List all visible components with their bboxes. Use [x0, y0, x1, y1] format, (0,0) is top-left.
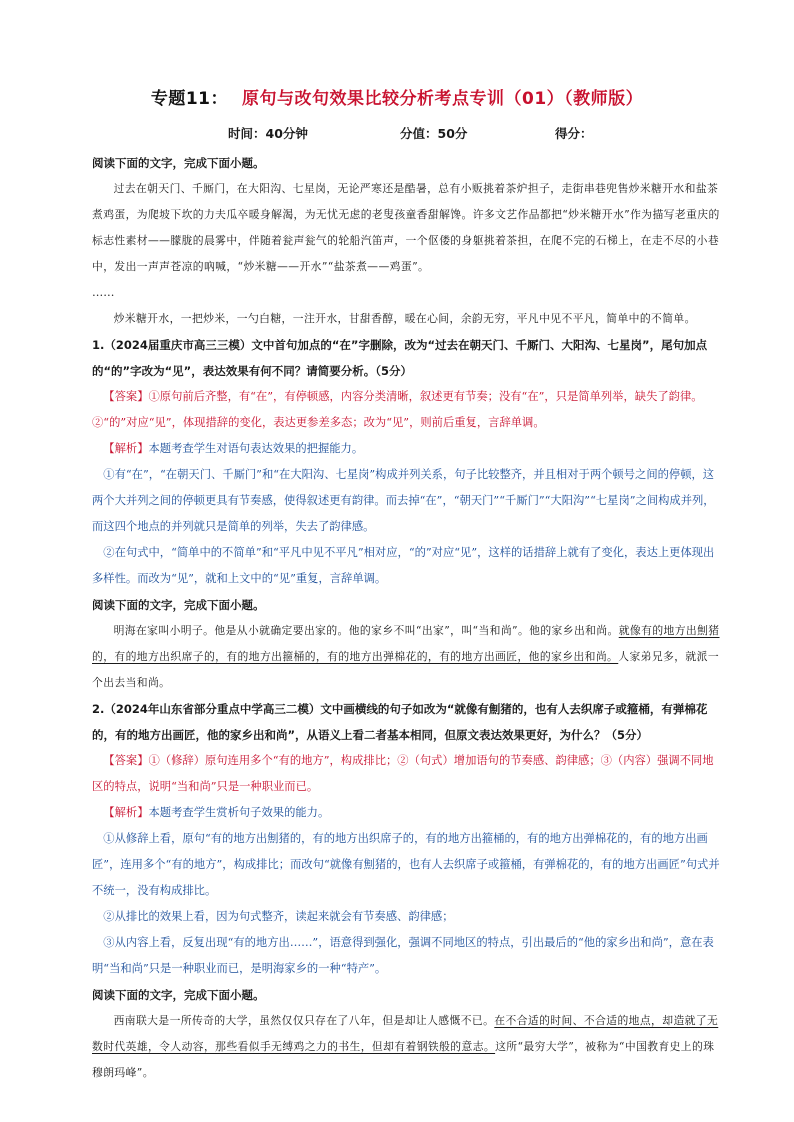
section2-passage: [92, 618, 724, 696]
time-limit: 时间：40分钟: [228, 126, 308, 141]
passage-pre: 明海在家叫小明子。他是从小就确定要出家的。他的家乡不叫“出家”，叫“当和尚”。他的家乡出和尚。: [113, 624, 619, 637]
answer-1: [92, 384, 724, 436]
analysis-1-point-2: ②在句式中，“简单中的不简单”和“平凡中见不平凡”相对应，“的”对应“见”，这样的话措辞上就有了变化，表达上更体现出多样性。而改为“见”，就和上文中的“见”重复，言辞单调。: [92, 546, 715, 585]
analysis-lead-text: 本题考查学生赏析句子效果的能力。: [148, 806, 330, 819]
section1-instruction: 阅读下面的文字，完成下面小题。: [92, 156, 265, 170]
analysis-2-point-2: ②从排比的效果上看，因为句式整齐，读起来就会有节奏感、韵律感；: [103, 910, 454, 923]
passage-pre: 西南联大是一所传奇的大学，虽然仅仅只存在了八年，但是却让人感慨不已。: [113, 1014, 495, 1027]
section3-passage: [92, 1008, 724, 1086]
analysis-1-point-1: ①有“在”，“在朝天门、千厮门”和“在大阳沟、七星岗”构成并列关系，句子比较整齐，并且相对于两个顿号之间的停顿，这两个大并列之间的停顿更具有节奏感，使得叙述更有韵律。而去掉“在”，“朝天门”“千厮门”“大阳沟”“七星岗”之间构成并列，而这四个地点的并列就只是简单的列举，失去了韵律感。: [92, 468, 715, 533]
analysis-1-lead: [92, 436, 724, 462]
score-obtained: 得分：: [555, 126, 593, 141]
passage-post: 人家弟兄多，就派一个出去当和尚。: [92, 650, 720, 689]
analysis-2-point-1: ①从修辞上看，原句“有的地方出劁猪的，有的地方出织席子的，有的地方出箍桶的，有的地方出弹棉花的，有的地方出画匠”，连用多个“有的地方”，构成排比；而改句“就像有劁猪的，也有人去织席子或箍桶，有弹棉花的，有的地方出画匠”句式并不统一，没有构成排比。: [92, 832, 720, 897]
analysis-2-lead: [92, 800, 724, 826]
analysis-lead-text: 本题考查学生对语句表达效果的把握能力。: [148, 442, 364, 455]
total-score: 分值：50分: [400, 126, 468, 141]
section1-ellipsis: ……: [92, 286, 115, 299]
section1-passage-2: 炒米糖开水，一把炒米，一勺白糖，一注开水，甘甜香醇，暖在心间，余韵无穷，平凡中见不平凡，简单中的不简单。: [113, 312, 696, 325]
section2-instruction: 阅读下面的文字，完成下面小题。: [92, 598, 265, 612]
analysis-2-point-3: ③从内容上看，反复出现“有的地方出……”，语意得到强化，强调不同地区的特点，引出最后的“他的家乡出和尚”，意在表明“当和尚”只是一种职业而已，是明海家乡的一种“特产”。: [92, 936, 714, 975]
analysis-tag: 【解析】: [103, 442, 149, 455]
answer-text: ①（修辞）原句连用多个“有的地方”，构成排比；②（句式）增加语句的节奏感、韵律感；③（内容）强调不同地区的特点，说明“当和尚”只是一种职业而已。: [92, 754, 714, 793]
answer-text: ①原句前后齐整，有“在”，有停顿感，内容分类清晰，叙述更有节奏；没有“在”，只是简单列举，缺失了韵律。②“的”对应“见”，体现措辞的变化，表达更参差多态；改为“见”，则前后重复，言辞单调。: [92, 390, 703, 429]
question-1: 1.（2024届重庆市高三三模）文中首句加点的“在”字删除，改为“过去在朝天门、千厮门、大阳沟、七星岗”，尾句加点的“的”字改为“见”，表达效果有何不同？请简要分析。（5分）: [92, 338, 708, 378]
section1-passage-1: 过去在朝天门、千厮门，在大阳沟、七星岗，无论严寒还是酷暑，总有小贩挑着茶炉担子，走街串巷兜售炒米糖开水和盐茶煮鸡蛋，为爬坡下坎的力夫瓜卒暖身解渴，为无忧无虑的老叟孩童香甜解馋。许多文艺作品都把“炒米糖开水”作为描写老重庆的标志性素材——朦胧的晨雾中，伴随着瓮声瓮气的轮船汽笛声，一个伛偻的身躯挑着茶担，在爬不完的石梯上，在走不尽的小巷中，发出一声声苍凉的吶喊，“炒米糖——开水”“盐茶煮——鸡蛋”。: [92, 182, 720, 273]
content-body: [92, 150, 724, 1086]
title-prefix: 专题11：: [150, 89, 228, 109]
answer-2: [92, 748, 724, 800]
underlined-sentence: 在不合适的时间、不合适的地点，却造就了无数时代英雄，令人动容，那些看似手无缚鸡之力的书生，但却有着钢铁般的意志。: [92, 1014, 719, 1053]
answer-tag: 【答案】: [103, 390, 149, 403]
title-main: 原句与改句效果比较分析考点专训（01）（教师版）: [242, 89, 644, 109]
section3-instruction: 阅读下面的文字，完成下面小题。: [92, 988, 265, 1002]
answer-tag: 【答案】: [103, 754, 149, 767]
passage-post: 这所“最穷大学”，被称为“中国教育史上的珠穆朗玛峰”。: [92, 1040, 715, 1079]
page-title: [0, 84, 794, 109]
analysis-tag: 【解析】: [103, 806, 149, 819]
question-2: 2.（2024年山东省部分重点中学高三二模）文中画横线的句子如改为“就像有劁猪的，也有人去织席子或箍桶，有弹棉花的，有的地方出画匠，他的家乡出和尚”，从语义上看二者基本相同，但原文表达效果更好，为什么？（5分）: [92, 702, 708, 742]
underlined-sentence: 就像有的地方出劁猪的，有的地方出织席子的，有的地方出箍桶的，有的地方出弹棉花的，有的地方出画匠，他的家乡出和尚。: [92, 624, 720, 663]
